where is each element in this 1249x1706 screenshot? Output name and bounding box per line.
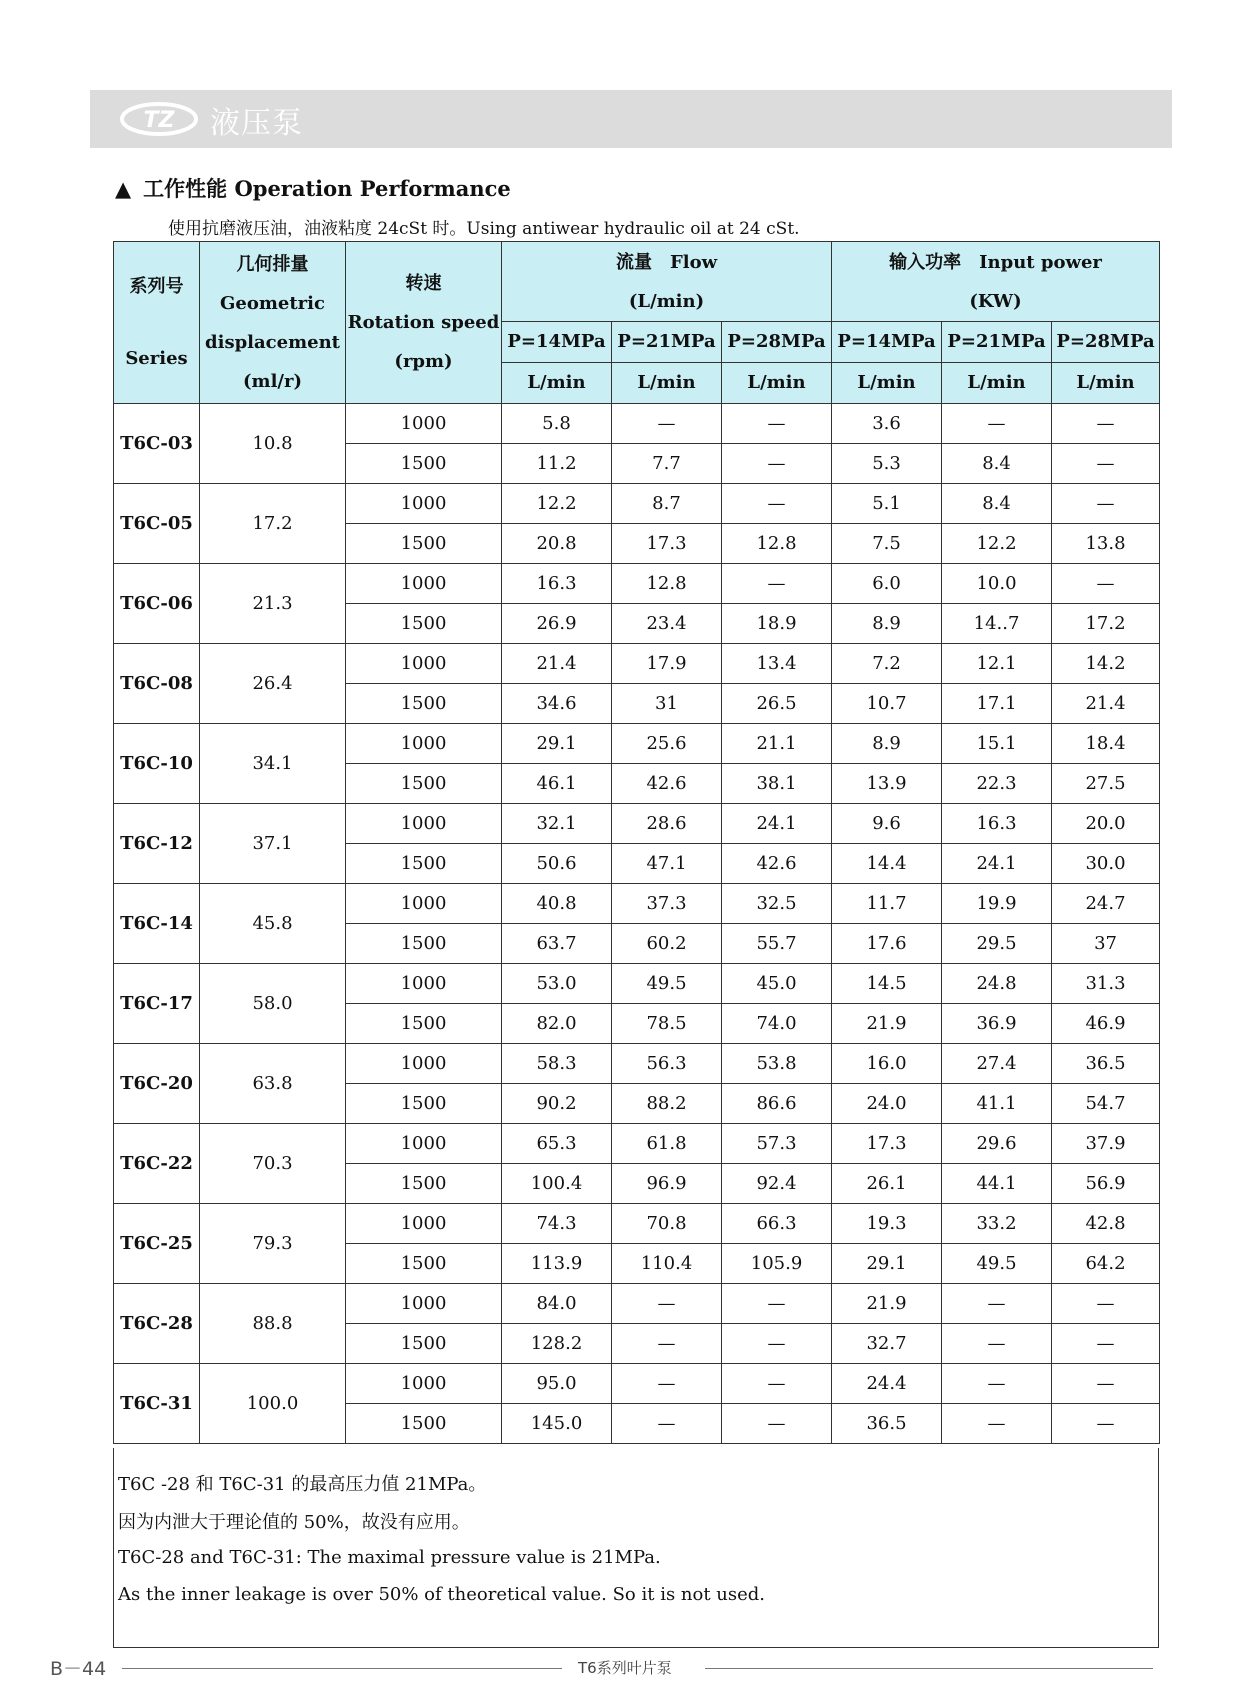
speed-cell: 1000 [346,964,502,1004]
value-cell: 32.5 [722,884,832,924]
speed-cell: 1000 [346,1044,502,1084]
value-cell: — [612,1284,722,1324]
footer-title: T6系列叶片泵 [578,1659,672,1677]
value-cell: 90.2 [502,1084,612,1124]
displacement-cell: 100.0 [200,1364,346,1444]
value-cell: — [1052,444,1160,484]
value-cell: 12.2 [502,484,612,524]
value-cell: 12.2 [942,524,1052,564]
table-row [114,1204,1160,1244]
value-cell: 60.2 [612,924,722,964]
value-cell: 49.5 [612,964,722,1004]
displacement-cell: 34.1 [200,724,346,804]
value-cell: 3.6 [832,404,942,444]
value-cell: — [1052,1404,1160,1444]
value-cell: 36.9 [942,1004,1052,1044]
displacement-cell: 26.4 [200,644,346,724]
value-cell: 19.9 [942,884,1052,924]
value-cell: — [722,1364,832,1404]
header-flow-p21: P=21MPa [612,322,722,363]
value-cell: 70.8 [612,1204,722,1244]
displacement-cell: 10.8 [200,404,346,484]
value-cell: 45.0 [722,964,832,1004]
value-cell: 18.9 [722,604,832,644]
performance-table [113,241,1160,1444]
value-cell: 8.4 [942,444,1052,484]
value-cell: 26.5 [722,684,832,724]
speed-cell: 1000 [346,1204,502,1244]
header-input-power: 输入功率 Input power (KW) [832,242,1160,322]
header-power-p21: P=21MPa [942,322,1052,363]
speed-cell: 1500 [346,604,502,644]
series-cell: T6C-08 [114,644,200,724]
speed-cell: 1500 [346,1404,502,1444]
table-row [114,1364,1160,1404]
table-row [114,564,1160,604]
value-cell: 100.4 [502,1164,612,1204]
speed-cell: 1500 [346,1324,502,1364]
value-cell: 63.7 [502,924,612,964]
header-unit: L/min [502,363,612,404]
value-cell: — [942,1324,1052,1364]
value-cell: 10.0 [942,564,1052,604]
value-cell: 113.9 [502,1244,612,1284]
value-cell: — [612,404,722,444]
value-cell: — [612,1404,722,1444]
table-row [114,964,1160,1004]
value-cell: 64.2 [1052,1244,1160,1284]
value-cell: 24.8 [942,964,1052,1004]
value-cell: 8.9 [832,604,942,644]
value-cell: 21.9 [832,1004,942,1044]
tz-logo [120,102,198,136]
notes-box [113,1448,1159,1648]
table-row [114,1284,1160,1324]
table-row [114,484,1160,524]
table-row [114,644,1160,684]
value-cell: 32.7 [832,1324,942,1364]
header-flow-p14: P=14MPa [502,322,612,363]
value-cell: 27.5 [1052,764,1160,804]
value-cell: 88.2 [612,1084,722,1124]
value-cell: 37.3 [612,884,722,924]
series-cell: T6C-20 [114,1044,200,1124]
header-flow-p28: P=28MPa [722,322,832,363]
value-cell: 9.6 [832,804,942,844]
table-row [114,404,1160,444]
value-cell: 128.2 [502,1324,612,1364]
value-cell: 78.5 [612,1004,722,1044]
value-cell: 66.3 [722,1204,832,1244]
value-cell: — [722,564,832,604]
value-cell: 37 [1052,924,1160,964]
value-cell: 5.1 [832,484,942,524]
header-unit: L/min [1052,363,1160,404]
table-row [114,1124,1160,1164]
speed-cell: 1000 [346,564,502,604]
header-displacement: 几何排量 Geometric displacement (ml/r) [200,242,346,404]
value-cell: 96.9 [612,1164,722,1204]
displacement-cell: 79.3 [200,1204,346,1284]
value-cell: 6.0 [832,564,942,604]
value-cell: 16.3 [942,804,1052,844]
note-line: As the inner leakage is over 50% of theoretical value. So it is not used. [118,1584,766,1605]
value-cell: 14.4 [832,844,942,884]
speed-cell: 1500 [346,1164,502,1204]
speed-cell: 1000 [346,884,502,924]
value-cell: 58.3 [502,1044,612,1084]
value-cell: 24.4 [832,1364,942,1404]
value-cell: 37.9 [1052,1124,1160,1164]
value-cell: 11.2 [502,444,612,484]
value-cell: 53.8 [722,1044,832,1084]
series-cell: T6C-31 [114,1364,200,1444]
table-row [114,884,1160,924]
header-unit: L/min [722,363,832,404]
table-row [114,724,1160,764]
header-unit: L/min [942,363,1052,404]
value-cell: 86.6 [722,1084,832,1124]
header-bar [90,90,1172,148]
value-cell: 12.1 [942,644,1052,684]
value-cell: 105.9 [722,1244,832,1284]
value-cell: 17.6 [832,924,942,964]
value-cell: 20.0 [1052,804,1160,844]
table-body [114,404,1160,1444]
series-cell: T6C-03 [114,404,200,484]
value-cell: 38.1 [722,764,832,804]
displacement-cell: 63.8 [200,1044,346,1124]
value-cell: 24.0 [832,1084,942,1124]
section-subtitle: 使用抗磨液压油，油液粘度 24cSt 时。Using antiwear hydraulic oil at 24 cSt. [168,219,800,239]
header-rotation-speed: 转速 Rotation speed (rpm) [346,242,502,404]
value-cell: 13.4 [722,644,832,684]
page-number: B－44 [50,1658,107,1680]
speed-cell: 1000 [346,404,502,444]
section-title [115,173,511,203]
value-cell: 42.6 [722,844,832,884]
speed-cell: 1000 [346,484,502,524]
value-cell: 13.9 [832,764,942,804]
value-cell: 36.5 [832,1404,942,1444]
value-cell: 21.4 [1052,684,1160,724]
speed-cell: 1500 [346,1244,502,1284]
value-cell: 14.2 [1052,644,1160,684]
value-cell: 74.3 [502,1204,612,1244]
series-cell: T6C-10 [114,724,200,804]
value-cell: 65.3 [502,1124,612,1164]
value-cell: 33.2 [942,1204,1052,1244]
speed-cell: 1500 [346,444,502,484]
value-cell: — [1052,404,1160,444]
speed-cell: 1500 [346,1004,502,1044]
value-cell: — [612,1324,722,1364]
value-cell: 21.1 [722,724,832,764]
value-cell: 24.7 [1052,884,1160,924]
value-cell: 16.3 [502,564,612,604]
value-cell: — [942,404,1052,444]
series-cell: T6C-22 [114,1124,200,1204]
value-cell: 8.9 [832,724,942,764]
value-cell: 47.1 [612,844,722,884]
value-cell: 26.9 [502,604,612,644]
note-line: T6C-28 and T6C-31: The maximal pressure value is 21MPa. [118,1547,661,1568]
value-cell: 82.0 [502,1004,612,1044]
value-cell: 25.6 [612,724,722,764]
header-unit: L/min [612,363,722,404]
series-cell: T6C-12 [114,804,200,884]
value-cell: 7.7 [612,444,722,484]
displacement-cell: 45.8 [200,884,346,964]
value-cell: 55.7 [722,924,832,964]
header-power-p28: P=28MPa [1052,322,1160,363]
value-cell: — [1052,1364,1160,1404]
speed-cell: 1000 [346,1124,502,1164]
value-cell: 7.2 [832,644,942,684]
header-power-p14: P=14MPa [832,322,942,363]
speed-cell: 1500 [346,524,502,564]
value-cell: 53.0 [502,964,612,1004]
value-cell: 8.7 [612,484,722,524]
logo-text: TZ [143,108,175,133]
value-cell: 74.0 [722,1004,832,1044]
value-cell: 36.5 [1052,1044,1160,1084]
value-cell: 46.1 [502,764,612,804]
value-cell: 29.1 [832,1244,942,1284]
value-cell: 29.5 [942,924,1052,964]
value-cell: 17.3 [612,524,722,564]
value-cell: 12.8 [722,524,832,564]
value-cell: 18.4 [1052,724,1160,764]
note-line: T6C -28 和 T6C-31 的最高压力值 21MPa。 [118,1474,487,1495]
displacement-cell: 88.8 [200,1284,346,1364]
displacement-cell: 70.3 [200,1124,346,1204]
value-cell: 14.5 [832,964,942,1004]
value-cell: 34.6 [502,684,612,724]
brand-title: 液压泵 [210,106,303,141]
footer-divider [705,1668,1153,1669]
value-cell: 5.8 [502,404,612,444]
value-cell: — [722,1284,832,1324]
header-series: 系列号 Series [114,242,200,404]
value-cell: 17.2 [1052,604,1160,644]
value-cell: 13.8 [1052,524,1160,564]
value-cell: 145.0 [502,1404,612,1444]
value-cell: 31 [612,684,722,724]
value-cell: — [1052,484,1160,524]
value-cell: 46.9 [1052,1004,1160,1044]
triangle-marker-icon: ▲ [115,176,132,201]
value-cell: — [1052,1284,1160,1324]
series-cell: T6C-06 [114,564,200,644]
speed-cell: 1500 [346,924,502,964]
value-cell: — [1052,1324,1160,1364]
header-unit: L/min [832,363,942,404]
value-cell: 50.6 [502,844,612,884]
value-cell: 54.7 [1052,1084,1160,1124]
value-cell: 5.3 [832,444,942,484]
displacement-cell: 17.2 [200,484,346,564]
value-cell: 21.4 [502,644,612,684]
value-cell: 95.0 [502,1364,612,1404]
value-cell: 31.3 [1052,964,1160,1004]
value-cell: 29.1 [502,724,612,764]
displacement-cell: 21.3 [200,564,346,644]
value-cell: 57.3 [722,1124,832,1164]
value-cell: 22.3 [942,764,1052,804]
value-cell: 84.0 [502,1284,612,1324]
value-cell: — [722,1324,832,1364]
value-cell: 16.0 [832,1044,942,1084]
speed-cell: 1500 [346,684,502,724]
speed-cell: 1000 [346,1364,502,1404]
displacement-cell: 37.1 [200,804,346,884]
value-cell: 56.9 [1052,1164,1160,1204]
speed-cell: 1500 [346,764,502,804]
table-row [114,804,1160,844]
value-cell: 10.7 [832,684,942,724]
series-cell: T6C-05 [114,484,200,564]
value-cell: 14..7 [942,604,1052,644]
note-line: 因为内泄大于理论值的 50%，故没有应用。 [118,1512,470,1533]
value-cell: 15.1 [942,724,1052,764]
value-cell: 11.7 [832,884,942,924]
value-cell: 27.4 [942,1044,1052,1084]
header-flow: 流量 Flow (L/min) [502,242,832,322]
series-cell: T6C-14 [114,884,200,964]
value-cell: 26.1 [832,1164,942,1204]
footer-divider [122,1668,562,1669]
value-cell: 17.3 [832,1124,942,1164]
value-cell: 92.4 [722,1164,832,1204]
value-cell: 44.1 [942,1164,1052,1204]
value-cell: 21.9 [832,1284,942,1324]
value-cell: 40.8 [502,884,612,924]
speed-cell: 1500 [346,844,502,884]
value-cell: 19.3 [832,1204,942,1244]
value-cell: 24.1 [722,804,832,844]
value-cell: 56.3 [612,1044,722,1084]
speed-cell: 1000 [346,644,502,684]
value-cell: 17.1 [942,684,1052,724]
value-cell: 12.8 [612,564,722,604]
displacement-cell: 58.0 [200,964,346,1044]
value-cell: 29.6 [942,1124,1052,1164]
speed-cell: 1000 [346,1284,502,1324]
value-cell: — [722,444,832,484]
value-cell: — [722,484,832,524]
speed-cell: 1000 [346,724,502,764]
speed-cell: 1500 [346,1084,502,1124]
value-cell: 61.8 [612,1124,722,1164]
value-cell: 49.5 [942,1244,1052,1284]
value-cell: 17.9 [612,644,722,684]
speed-cell: 1000 [346,804,502,844]
section-title-text: 工作性能 Operation Performance [143,176,511,201]
value-cell: 32.1 [502,804,612,844]
value-cell: 24.1 [942,844,1052,884]
series-cell: T6C-17 [114,964,200,1044]
value-cell: 110.4 [612,1244,722,1284]
value-cell: — [1052,564,1160,604]
value-cell: 41.1 [942,1084,1052,1124]
series-cell: T6C-28 [114,1284,200,1364]
table-row [114,1044,1160,1084]
value-cell: 30.0 [1052,844,1160,884]
value-cell: — [722,1404,832,1444]
value-cell: 7.5 [832,524,942,564]
value-cell: 42.6 [612,764,722,804]
value-cell: 20.8 [502,524,612,564]
value-cell: 8.4 [942,484,1052,524]
value-cell: — [942,1364,1052,1404]
value-cell: — [612,1364,722,1404]
value-cell: 28.6 [612,804,722,844]
series-cell: T6C-25 [114,1204,200,1284]
value-cell: 42.8 [1052,1204,1160,1244]
value-cell: — [942,1284,1052,1324]
value-cell: 23.4 [612,604,722,644]
value-cell: — [722,404,832,444]
value-cell: — [942,1404,1052,1444]
